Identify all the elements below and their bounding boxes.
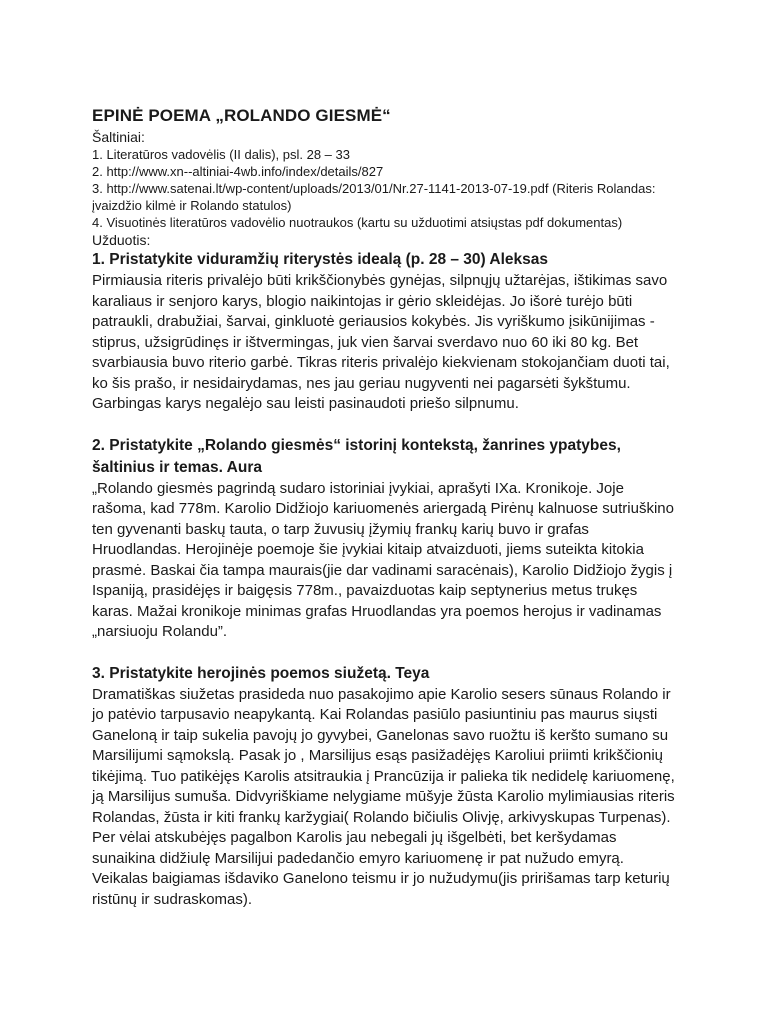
question-answer: Pirmiausia riteris privalėjo būti krikščionybės gynėjas, silpnųjų užtarėjas, ištikimas savo karaliaus ir senjoro karys, blogio naikintojas ir gėrio skleidėjas. Jo išorė turėjo būti patraukli, drabužiai, šarvai, ginkluotė geriausios kokybės. Jis vyriškumo įsikūnijimas - stiprus, užsigrūdinęs ir ištvermingas, juk vien šarvai sverdavo nuo 60 iki 80 kg. Bet svarbiausia buvo riterio garbė. Tikras riteris privalėjo kiekvienam stokojančiam duoti tai, ko šis prašo, ir nesidairydamas, nes jau geriau nugyventi nei pagarsėti šykštumu. Garbingas karys negalėjo sau leisti pasinaudoti priešo silpnumu. bbox=[92, 272, 670, 412]
task-label: Užduotis: bbox=[92, 232, 151, 248]
question-answer: „Rolando giesmės pagrindą sudaro istoriniai įvykiai, aprašyti IXa. Kronikoje. Joje rašoma, kad 778m. Karolio Didžiojo kariuomenės ariergadą Pirėnų kalnuose sutriuškino ten gyvenanti baskų tauta, o tarp žuvusių įžymių frankų karių buvo ir grafas Hruodlandas. Herojinėje poemoje šie įvykiai kitaip atvaizduoti, jiems suteikta kitokia prasmė. Baskai čia tampa maurais(jie dar vadinami saracėnais), Karolio Didžiojo žygis į Ispaniją, prasidėjęs ir baigęsis 778m., pavaizduotas kaip septynerius metus trukęs karas. Mažai kronikoje minimas grafas Hruodlandas yra poemos herojus ir vadinamas „narsiuoju Rolandu”. bbox=[92, 479, 674, 640]
question-heading: 1. Pristatykite viduramžių riterystės idealą (p. 28 – 30) Aleksas bbox=[92, 251, 549, 268]
question-section-2 bbox=[92, 435, 682, 643]
document-page bbox=[92, 106, 682, 910]
question-answer: Dramatiškas siužetas prasideda nuo pasakojimo apie Karolio sesers sūnaus Rolando ir jo patėvio tarpusavio neapykantą. Kai Rolandas pasiūlo pasiuntiniu pas maurus siųsti Ganeloną ir taip sukelia pavojų jo gyvybei, Ganelonas savo ruožtu iš keršto sumano su Marsilijumi sąmokslą. Pasak jo , Marsilijus esąs pasižadėjęs Karoliui priimti krikščionių tikėjimą. Tuo patikėjęs Karolis atsitraukia į Prancūzija ir palieka tik nedidelę kariuomenę, ją Marsilijus sumuša. Didvyriškiame nelygiame mūšyje žūsta Karolio mylimiausias riteris Rolandas, žūsta ir kiti frankų karžygiai( Rolando bičiulis Olivję, arkivyskupas Turpenas). Per vėlai atskubėjęs pagalbon Karolis jau nebegali jų išgelbėti, bet keršydamas sunaikina didžiulę Marsilijui padedančio emyro kariuomenę ir pat nužudo emyrą. Veikalas baigiamas išdaviko Ganelono teismu ir jo nužudymu(jis pririšamas tarp keturių ristūnų ir sudraskomas). bbox=[92, 685, 675, 908]
source-item: 3. http://www.satenai.lt/wp-content/uploads/2013/01/Nr.27-1141-2013-07-19.pdf (Riteris Rolandas: įvaizdžio kilmė ir Rolando statulos) bbox=[92, 181, 656, 213]
sources-label: Šaltiniai: bbox=[92, 129, 145, 145]
question-section-1 bbox=[92, 249, 682, 415]
source-item: 4. Visuotinės literatūros vadovėlio nuotraukos (kartu su užduotimi atsiųstas pdf dokumentas) bbox=[92, 215, 623, 230]
source-item: 1. Literatūros vadovėlis (II dalis), psl. 28 – 33 bbox=[92, 147, 350, 162]
source-item: 2. http://www.xn--altiniai-4wb.info/index/details/827 bbox=[92, 164, 384, 179]
question-heading: 2. Pristatykite „Rolando giesmės“ istorinį kontekstą, žanrines ypatybes, šaltinius ir temas. Aura bbox=[92, 436, 621, 476]
question-heading: 3. Pristatykite herojinės poemos siužetą. Teya bbox=[92, 664, 430, 682]
question-section-3 bbox=[92, 663, 682, 911]
sources-list bbox=[92, 146, 682, 231]
document-title: EPINĖ POEMA „ROLANDO GIESMĖ“ bbox=[92, 106, 391, 125]
